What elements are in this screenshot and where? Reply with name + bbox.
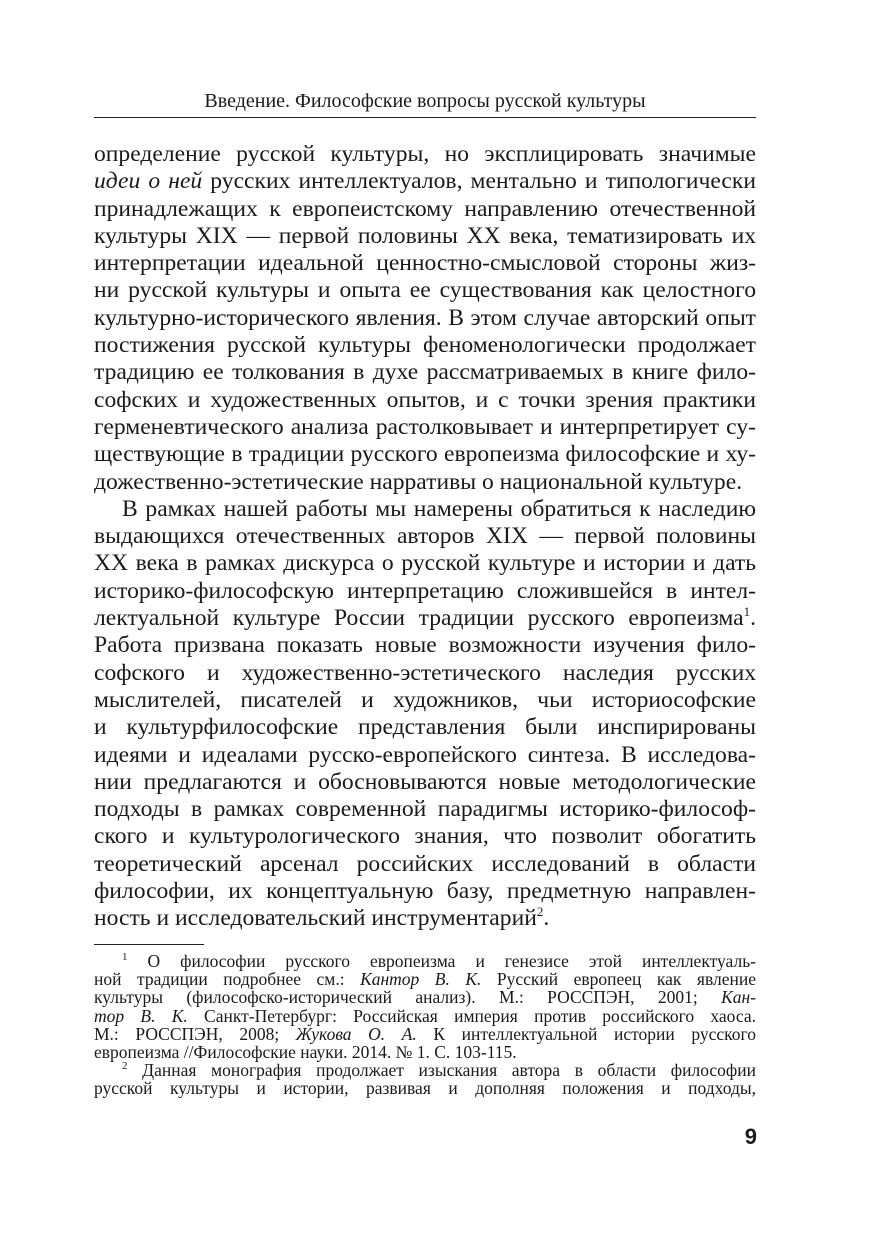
page-number: 9 — [744, 1124, 757, 1149]
text-line: историко-философскую интерпретацию сложившейся в интел- — [94, 577, 756, 604]
text-line: определение русской культуры, но эксплицировать значимые — [94, 141, 756, 167]
author-name: Жукова О. А. — [295, 1023, 417, 1044]
footnote-divider — [94, 944, 204, 945]
text-line: ществующие в традиции русского европеизма философские и ху- — [94, 441, 756, 468]
text-line: философии, их концептуальную базу, предметную направлен- — [94, 878, 756, 905]
author-name: Кан- — [721, 987, 756, 1008]
text-line: дожественно-эстетические нарративы о национальной культуре. — [94, 468, 743, 495]
author-name: тор В. К. — [94, 1005, 188, 1026]
text-fragment: лектуальной культуре России традиции русского европеизма — [94, 605, 744, 632]
footnote-line: европеизма //Философские науки. 2014. № 1. С. 103-115. — [94, 1042, 517, 1063]
text-line: В рамках нашей работы мы намерены обратиться к наследию — [122, 495, 756, 522]
text-fragment: М.: РОССПЭН, 2008; — [94, 1023, 296, 1044]
text-fragment: К интеллектуальной истории русского — [416, 1023, 756, 1044]
paragraph-1 — [94, 141, 756, 496]
text-fragment: русских интеллектуалов, ментально и типологически — [202, 168, 756, 195]
text-fragment: ной традиции подробнее см.: — [94, 969, 361, 990]
italic-phrase: идеи о ней — [94, 168, 203, 195]
text-fragment: Санкт-Петербург: Российская империя против российского хаоса. — [187, 1005, 756, 1026]
footnote-number: 1 — [122, 951, 128, 964]
text-line: интерпретации идеальной ценностно-смысловой стороны жиз- — [94, 250, 756, 277]
text-line: идеями и идеалами русско-европейского синтеза. В исследова- — [94, 741, 756, 768]
author-name: Кантор В. К. — [360, 969, 482, 990]
footnote-line — [94, 970, 756, 988]
text-line: ского и культурологического знания, что позволит обогатить — [94, 823, 756, 850]
text-line: культурно-исторического явления. В этом случае авторский опыт — [94, 304, 756, 331]
text-line: подходы в рамках современной парадигмы историко-философ- — [94, 796, 756, 823]
text-line: софского и художественно-эстетического наследия русских — [94, 659, 756, 686]
text-line: нии предлагаются и обосновываются новые методологические — [94, 768, 756, 795]
text-line: ни русской культуры и опыта ее существования как целостного — [94, 277, 756, 304]
text-line: софских и художественных опытов, и с точки зрения практики — [94, 386, 756, 413]
text-line: XX века в рамках дискурса о русской культуре и истории и дать — [94, 550, 756, 577]
footnote-number: 2 — [122, 1060, 128, 1073]
footnote-1 — [94, 952, 756, 1061]
text-line: культуры XIX — первой половины XX века, тематизировать их — [94, 222, 756, 249]
footnote-line — [94, 988, 756, 1006]
text-line — [94, 605, 756, 632]
footnote-line — [94, 1007, 756, 1025]
text-fragment: Данная монография продолжает изыскания автора в области философии — [127, 1060, 756, 1081]
text-fragment: культуры (философско-исторический анализ). М.: РОССПЭН, 2001; — [94, 987, 722, 1008]
text-line: принадлежащих к европеистскому направлению отечественной — [94, 195, 756, 222]
footnote-2 — [94, 1061, 756, 1097]
footnote-ref-1[interactable]: 1 — [743, 604, 751, 620]
text-line: постижения русской культуры феноменологически продолжает — [94, 332, 756, 359]
text-fragment: . — [750, 605, 756, 632]
footnote-line — [94, 952, 756, 970]
footnote-ref-2[interactable]: 2 — [536, 904, 544, 920]
text-fragment: О философии русского европеизма и генезисе этой интеллектуаль- — [127, 951, 756, 971]
paragraph-2 — [94, 496, 756, 933]
text-fragment: . — [543, 905, 550, 932]
text-line: выдающихся отечественных авторов XIX — первой половины — [94, 523, 756, 550]
running-header — [94, 88, 756, 118]
text-fragment: ность и исследовательский инструментарий — [94, 905, 537, 932]
text-line: теоретический арсенал российских исследований в области — [94, 850, 756, 877]
text-line: мыслителей, писателей и художников, чьи историософские — [94, 686, 756, 713]
text-line: и культурфилософские представления были инспирированы — [94, 714, 756, 741]
text-line: традицию ее толкования в духе рассматриваемых в книге фило- — [94, 359, 756, 386]
footnote-line — [94, 1025, 756, 1043]
text-fragment: Русский европеец как явление — [481, 969, 756, 990]
running-title: Введение. Философские вопросы русской культуры — [204, 90, 646, 112]
main-text — [94, 141, 756, 933]
text-line — [94, 168, 756, 195]
text-line — [94, 905, 756, 932]
text-line: герменевтического анализа растолковывает и интерпретирует су- — [94, 413, 756, 440]
footnote-line — [94, 1061, 756, 1079]
text-line: Работа призвана показать новые возможности изучения фило- — [94, 632, 756, 659]
footnote-line: русской культуры и истории, развивая и дополняя положения и подходы, — [94, 1078, 756, 1099]
footnotes — [94, 952, 756, 1098]
